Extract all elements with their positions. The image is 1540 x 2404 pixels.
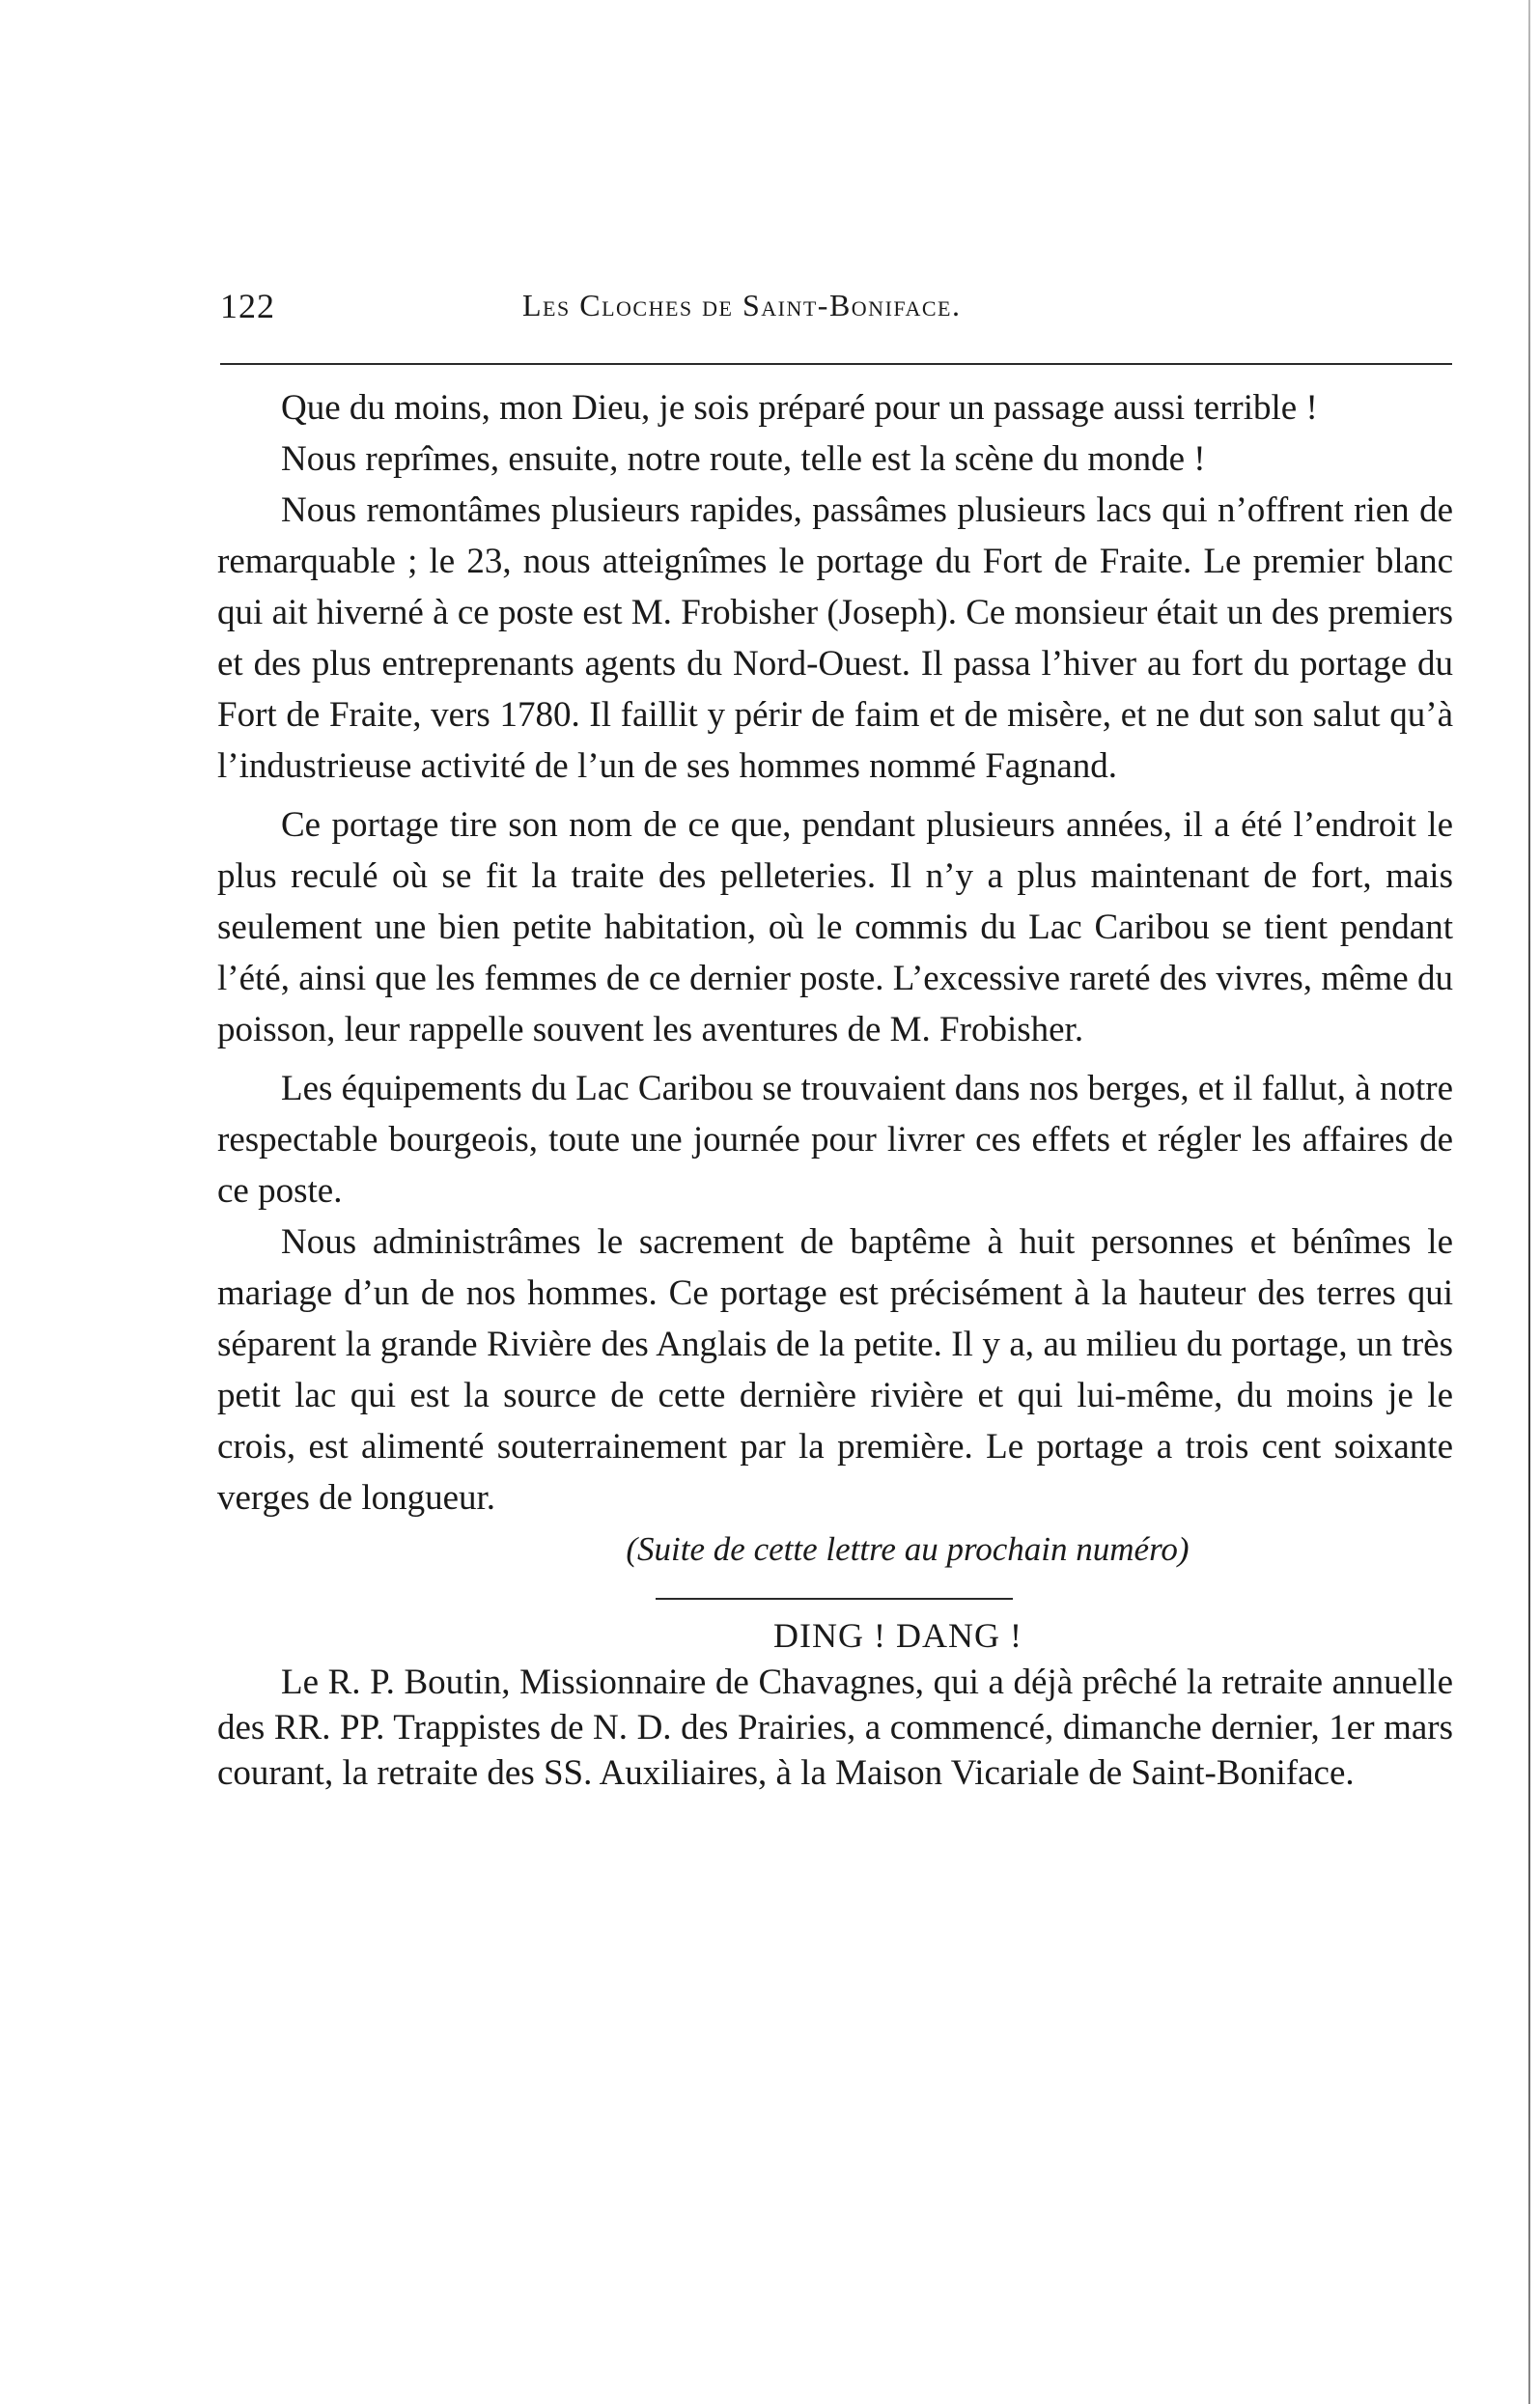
paragraph: Les équipements du Lac Caribou se trouvaient dans nos berges, et il fallut, à notre respectable bourgeois, toute une journée pour livrer ces effets et régler les affaires de ce poste. (217, 1069, 1453, 1211)
page-header (220, 286, 1454, 334)
paragraph: Le R. P. Boutin, Missionnaire de Chavagnes, qui a déjà prêché la retraite annuelle des RR. PP. Trappistes de N. D. des Prairies, a commencé, dimanche dernier, 1er mars courant, la retraite des SS. Auxiliaires, à la Maison Vicariale de Saint-Boniface. (217, 1663, 1453, 1793)
header-rule (220, 363, 1452, 365)
paragraph: Nous reprîmes, ensuite, notre route, telle est la scène du monde ! (281, 439, 1206, 479)
section-rule (656, 1598, 1013, 1600)
paragraph: Nous remontâmes plusieurs rapides, passâmes plusieurs lacs qui n’offrent rien de remarquable ; le 23, nous atteignîmes le portage du Fort de Fraite. Le premier blanc qui ait hiverné à ce poste est M. Frobisher (Joseph). Ce monsieur était un des premiers et des plus entreprenants agents du Nord-Ouest. Il passa l’hiver au fort du portage du Fort de Fraite, vers 1780. Il faillit y périr de faim et de misère, et ne dut son salut qu’à l’industrieuse activité de l’un de ses hommes nommé Fagnand. (217, 490, 1453, 786)
article-body (217, 382, 1453, 1796)
continuation-note: (Suite de cette lettre au prochain numéro) (626, 1530, 1190, 1568)
page-edge-shadow (1528, 0, 1530, 2404)
paragraph: Ce portage tire son nom de ce que, pendant plusieurs années, il a été l’endroit le plus reculé où se fit la traite des pelleteries. Il n’y a plus maintenant de fort, mais seulement une bien petite habitation, où le commis du Lac Caribou se tient pendant l’été, ainsi que les femmes de ce dernier poste. L’excessive rareté des vivres, même du poisson, leur rappelle souvent les aventures de M. Frobisher. (217, 805, 1453, 1049)
paragraph: Que du moins, mon Dieu, je sois préparé pour un passage aussi terrible ! (281, 388, 1318, 428)
ding-dang-section (217, 1660, 1453, 1796)
page-number: 122 (220, 287, 275, 325)
running-title: Les Cloches de Saint-Boniface. (522, 288, 962, 322)
section-heading: DING ! DANG ! (773, 1616, 1022, 1655)
paragraph: Nous administrâmes le sacrement de baptême à huit personnes et bénîmes le mariage d’un de nos hommes. Ce portage est précisément à la hauteur des terres qui séparent la grande Rivière des Anglais de la petite. Il y a, au milieu du portage, un très petit lac qui est la source de cette dernière rivière et qui lui-même, du moins je le crois, est alimenté souterrainement par la première. Le portage a trois cent soixante verges de longueur. (217, 1222, 1453, 1518)
